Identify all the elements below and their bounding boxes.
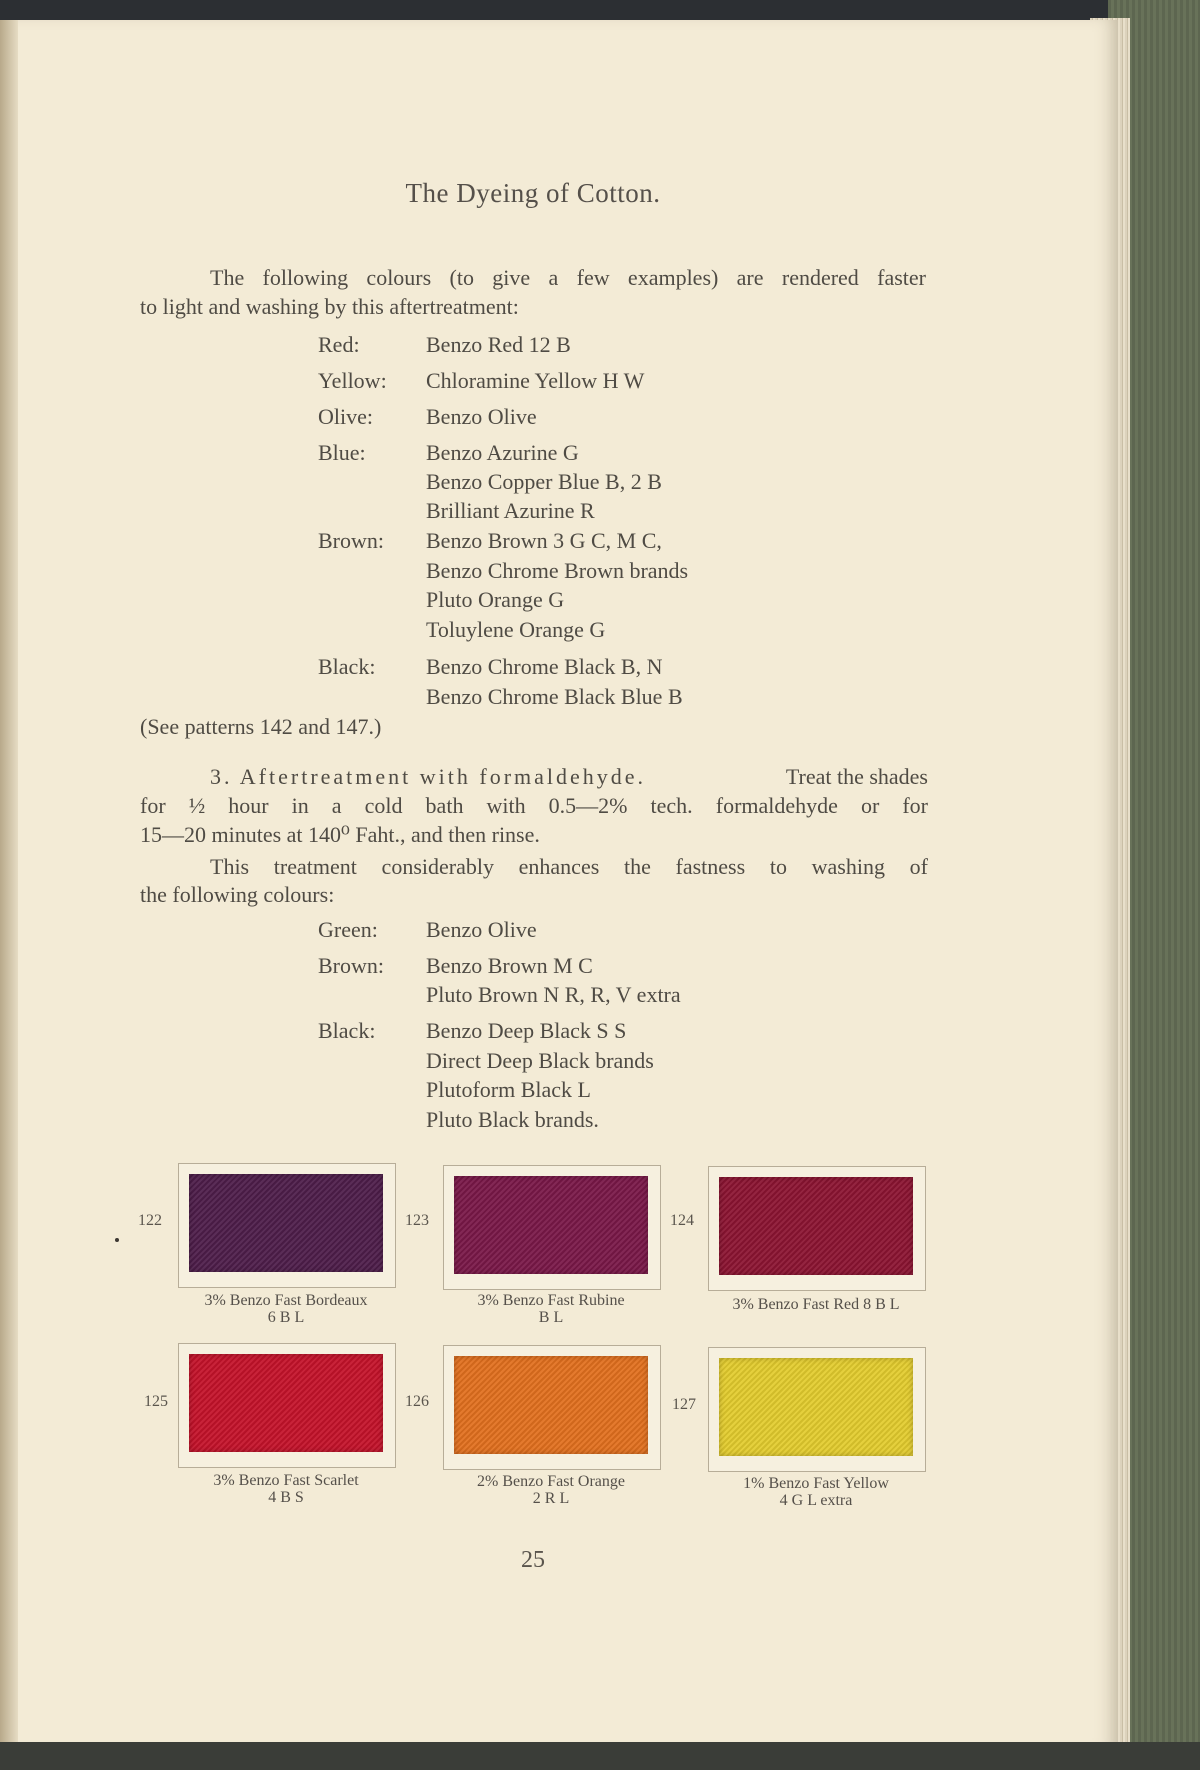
- sample-caption: [686, 1296, 946, 1313]
- fabric-swatch: [454, 1356, 648, 1454]
- list1-label: Blue:: [318, 440, 366, 465]
- section3-line-1: [210, 762, 928, 791]
- list2-value: Pluto Black brands.: [426, 1107, 599, 1132]
- caption-line-2: 4 G L extra: [779, 1492, 853, 1509]
- list1-label: Red:: [318, 332, 360, 357]
- section3-line-4-wrap: [210, 852, 928, 881]
- caption-line-1: 3% Benzo Fast Rubine: [477, 1292, 625, 1309]
- section3-heading: 3. Aftertreatment with formaldehyde.: [210, 764, 647, 789]
- list2-value: Benzo Olive: [426, 917, 537, 942]
- list2-value: Benzo Brown M C: [426, 953, 593, 978]
- sample-caption: [156, 1292, 416, 1326]
- list1-value: Brilliant Azurine R: [426, 498, 595, 523]
- sample-caption: [421, 1473, 681, 1507]
- list1-label: Black:: [318, 654, 376, 679]
- list2-label: Green:: [318, 917, 378, 942]
- sample-123: [443, 1165, 661, 1290]
- list2-value: Pluto Brown N R, R, V extra: [426, 982, 681, 1007]
- list1-value: Pluto Orange G: [426, 587, 565, 612]
- intro-line-2-wrap: [140, 292, 519, 321]
- sample-caption: [156, 1472, 416, 1506]
- list2-value: Direct Deep Black brands: [426, 1048, 654, 1073]
- section3-line-2: for ½ hour in a cold bath with 0.5—2% tech. formaldehyde or for: [140, 793, 928, 818]
- sample-124: [708, 1166, 926, 1291]
- spine-shadow: [0, 20, 18, 1750]
- list1-value: Benzo Azurine G: [426, 440, 579, 465]
- sample-caption: [421, 1292, 681, 1326]
- intro-paragraph: [210, 263, 926, 292]
- list1-value: Benzo Chrome Black B, N: [426, 654, 663, 679]
- section3-line-2-wrap: [140, 791, 928, 820]
- list1-value: Benzo Olive: [426, 404, 537, 429]
- list1-value: Benzo Copper Blue B, 2 B: [426, 469, 662, 494]
- page-title: The Dyeing of Cotton.: [405, 178, 661, 208]
- sample-122: [178, 1163, 396, 1288]
- fabric-swatch: [719, 1358, 913, 1456]
- list1-value: Benzo Brown 3 G C, M C,: [426, 528, 662, 553]
- caption-line-2: 6 B L: [267, 1309, 305, 1326]
- caption-line-2: B L: [538, 1309, 564, 1326]
- section3-line-5-wrap: [140, 880, 334, 909]
- intro-line-2: to light and washing by this aftertreatment:: [140, 294, 519, 319]
- intro-line-1: The following colours (to give a few examples) are rendered faster: [210, 265, 926, 290]
- caption-line-2: 2 R L: [532, 1490, 570, 1507]
- list2-value: Plutoform Black L: [426, 1077, 591, 1102]
- section3-line-5: the following colours:: [140, 882, 335, 907]
- see-patterns: (See patterns 142 and 147.): [140, 714, 382, 739]
- list1-value: Benzo Chrome Black Blue B: [426, 684, 683, 709]
- section3-line-3-wrap: [140, 820, 540, 849]
- list1-value: Benzo Red 12 B: [426, 332, 571, 357]
- section3-line-3: 15—20 minutes at 140⁰ Faht., and then rinse.: [140, 822, 540, 847]
- section3-line-4: This treatment considerably enhances the fastness to washing of: [210, 854, 928, 879]
- bottom-edge: [0, 1742, 1200, 1770]
- list1-label: Brown:: [318, 528, 384, 553]
- list2-label: Black:: [318, 1018, 376, 1043]
- fabric-swatch: [719, 1177, 913, 1275]
- sample-number: 127: [672, 1396, 696, 1413]
- list2-label: Brown:: [318, 953, 384, 978]
- sample-number: 123: [405, 1212, 429, 1229]
- sample-number: 124: [670, 1212, 694, 1229]
- sample-125: [178, 1343, 396, 1468]
- sample-number: 126: [405, 1393, 429, 1410]
- fabric-swatch: [189, 1354, 383, 1452]
- sample-127: [708, 1347, 926, 1472]
- list1-label: Olive:: [318, 404, 373, 429]
- list1-value: Toluylene Orange G: [426, 617, 606, 642]
- sample-caption: [686, 1475, 946, 1509]
- list1-label: Yellow:: [318, 368, 387, 393]
- caption-line-1: 1% Benzo Fast Yellow: [743, 1475, 889, 1492]
- list1-value: Chloramine Yellow H W: [426, 368, 645, 393]
- see-patterns-wrap: [140, 712, 381, 741]
- caption-line-1: 3% Benzo Fast Bordeaux: [204, 1292, 368, 1309]
- section3-line1-rest: Treat the shades: [785, 764, 928, 789]
- caption-line-2: 4 B S: [268, 1489, 304, 1506]
- page-number: 25: [521, 1547, 545, 1573]
- sample-number: 125: [144, 1393, 168, 1410]
- fabric-swatch: [454, 1176, 648, 1274]
- fabric-swatch: [189, 1174, 383, 1272]
- list2-value: Benzo Deep Black S S: [426, 1018, 627, 1043]
- caption-line-1: 2% Benzo Fast Orange: [477, 1473, 625, 1490]
- sample-126: [443, 1345, 661, 1470]
- list1-value: Benzo Chrome Brown brands: [426, 558, 689, 583]
- caption-line-1: 3% Benzo Fast Red 8 B L: [732, 1296, 900, 1313]
- sample-number: 122: [138, 1212, 162, 1229]
- caption-line-1: 3% Benzo Fast Scarlet: [213, 1472, 359, 1489]
- speck: [115, 1238, 119, 1242]
